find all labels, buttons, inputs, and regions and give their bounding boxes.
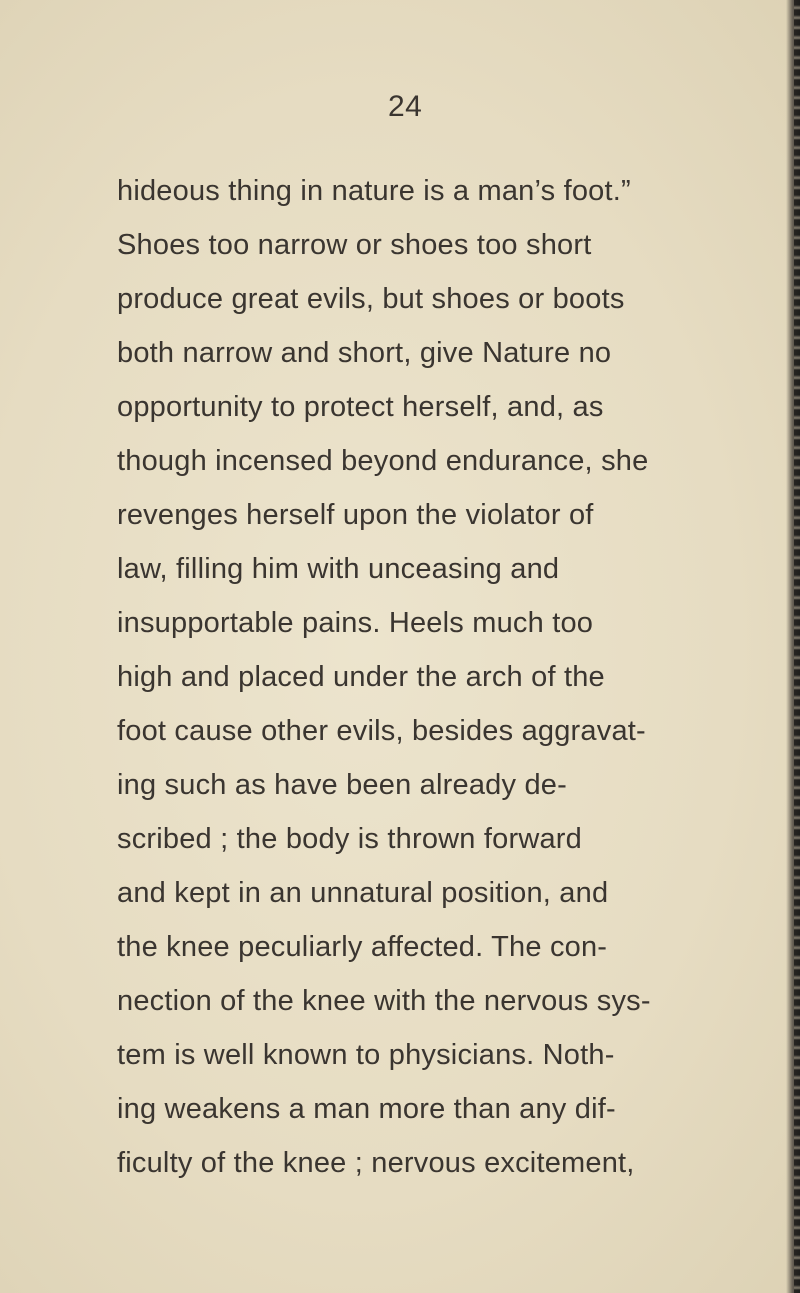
- text-line: nection of the knee with the nervous sys-: [117, 985, 651, 1017]
- text-line: ing such as have been already de-: [117, 769, 567, 801]
- text-line: the knee peculiarly affected. The con-: [117, 931, 608, 963]
- text-line: produce great evils, but shoes or boots: [117, 283, 625, 315]
- text-line: foot cause other evils, besides aggravat-: [117, 715, 646, 747]
- text-line: law, filling him with unceasing and: [117, 553, 560, 585]
- text-line: tem is well known to physicians. Noth-: [117, 1039, 615, 1071]
- text-line: ing weakens a man more than any dif-: [117, 1093, 616, 1125]
- text-line: insupportable pains. Heels much too: [117, 607, 594, 639]
- text-line: and kept in an unnatural position, and: [117, 877, 609, 909]
- text-line: high and placed under the arch of the: [117, 661, 605, 693]
- text-line: opportunity to protect herself, and, as: [117, 391, 604, 423]
- text-line: ficulty of the knee ; nervous excitement,: [117, 1147, 635, 1179]
- page-edge: [794, 0, 800, 1293]
- text-line: revenges herself upon the violator of: [117, 499, 594, 531]
- text-line: scribed ; the body is thrown forward: [117, 823, 582, 855]
- page-number: 24: [388, 90, 423, 123]
- body-text: [117, 164, 702, 1190]
- text-line: both narrow and short, give Nature no: [117, 337, 612, 369]
- text-line: though incensed beyond endurance, she: [117, 445, 649, 477]
- text-line: Shoes too narrow or shoes too short: [117, 229, 592, 261]
- text-line: hideous thing in nature is a man’s foot.”: [117, 175, 631, 207]
